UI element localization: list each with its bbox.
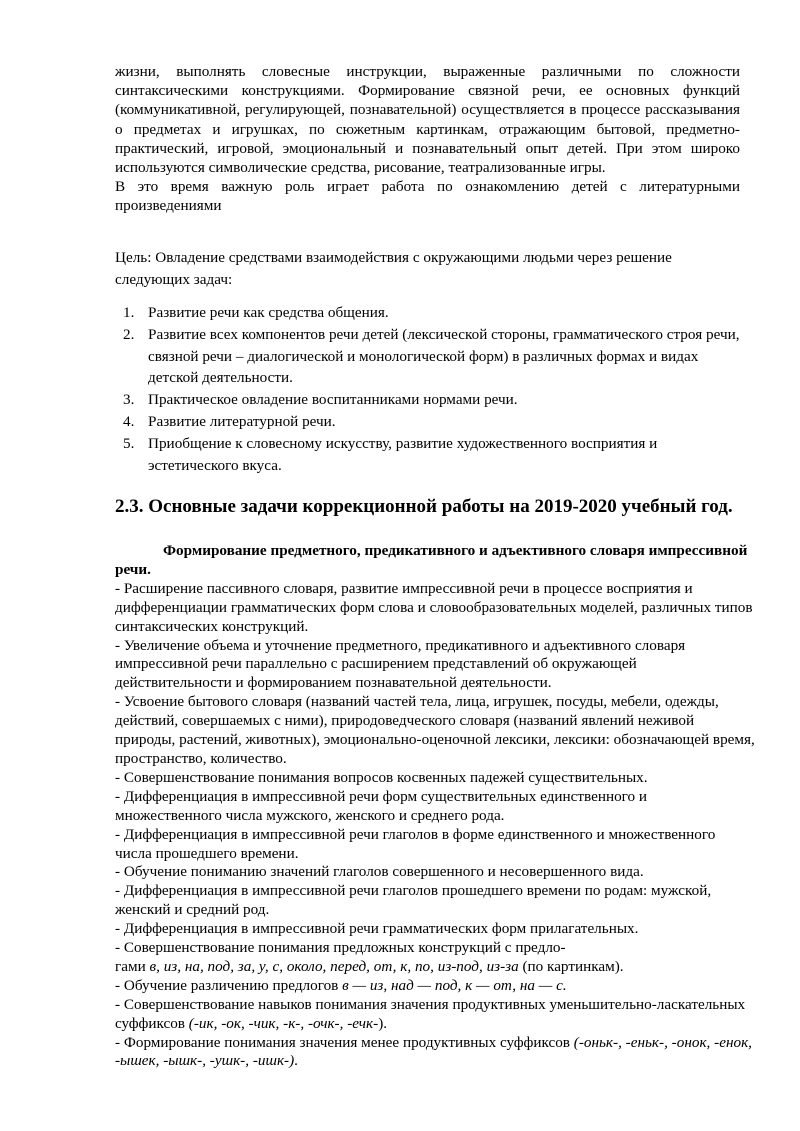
- list-item: - Расширение пассивного словаря, развитие импрессивной речи в процессе восприятия и дифференциации грамматических форм слова и словообразовательных моделей, различных типов синтаксических конструкций.: [115, 579, 753, 635]
- prep-line-1: - Совершенствование понимания предложных конструкций с предло-: [115, 939, 566, 957]
- suffix2-examples: (-оньк-, -еньк-, -онок, -енок, -ышек, -ышк-, -ушк-, -ишк-): [115, 1033, 752, 1070]
- prep-line-2-end: (по картинкам).: [518, 957, 624, 975]
- list-item-text: Развитие всех компонентов речи детей (лексической стороны, грамматического строя речи, связной речи – диалогической и монологической форм) в различных формах и видах детской деятельности.: [148, 325, 740, 387]
- list-item: - Обучение пониманию значений глаголов совершенного и несовершенного вида.: [115, 863, 644, 881]
- suffix-end: ).: [378, 1014, 388, 1032]
- list-item: [115, 389, 745, 411]
- list-item: - Дифференциация в импрессивной речи форм существительных единственного и множественного числа мужского, женского и среднего рода.: [115, 787, 648, 824]
- list-item-suffixes: [115, 996, 755, 1034]
- list-number: 4.: [123, 412, 135, 430]
- list-item: - Увеличение объема и уточнение предметного, предикативного и адъективного словаря импрессивной речи параллельно с расширением представлений об окружающей действительности и формированием познавательной деятельности.: [115, 636, 686, 692]
- list-item: - Совершенствование понимания вопросов косвенных падежей существительных.: [115, 768, 648, 786]
- prep-examples: в, из, на, под, за, у, с, около, перед, от, к, по, из-под, из-за: [149, 957, 519, 975]
- section-heading: 2.3. Основные задачи коррекционной работы на 2019-2020 учебный год.: [115, 496, 733, 517]
- list-item-distinguish: [115, 977, 755, 996]
- intro-line-1: жизни, выполнять словесные инструкции, выраженные различными по сложности синтаксическими конструкциями. Формирование связной речи, ее основных функций (коммуникативной, регулирующей, познавательной) осуществляется в процессе рассказывания о предметах и игрушках, по сюжетным картинкам, отражающим бытовой, предметно-практический, игровой, эмоциональный и познавательный опыт детей. При этом широко используются символические средства, рисование, театрализованные игры.: [115, 63, 740, 177]
- list-number: 1.: [123, 304, 135, 321]
- goal-paragraph: [115, 247, 745, 290]
- section-body: [115, 542, 755, 1071]
- list-item: - Дифференциация в импрессивной речи глаголов в форме единственного и множественного числа прошедшего времени.: [115, 825, 716, 862]
- list-number: 5.: [123, 434, 135, 452]
- intro-paragraph: [115, 62, 740, 216]
- tasks-list: [115, 302, 745, 476]
- list-item: - Дифференциация в импрессивной речи глаголов прошедшего времени по родам: мужской, женский и средний род.: [115, 882, 712, 919]
- subheading: [115, 542, 755, 580]
- suffix-text: - Совершенствование навыков понимания значения продуктивных уменьшительно-ласкательных суффиксов: [115, 995, 746, 1032]
- list-item: [115, 324, 745, 389]
- subheading-text: Формирование предметного, предикативного и адъективного словаря импрессивной речи.: [115, 542, 748, 578]
- suffix-examples: (-ик, -ок, -чик, -к-, -очк-, -ечк-: [188, 1014, 379, 1032]
- list-item-text: Приобщение к словесному искусству, развитие художественного восприятия и эстетического вкуса.: [148, 434, 658, 474]
- list-item-prepositions: [115, 939, 755, 977]
- list-number: 3.: [123, 391, 135, 409]
- list-item-text: Развитие речи как средства общения.: [148, 304, 389, 321]
- list-item-text: Практическое овладение воспитанниками нормами речи.: [148, 391, 518, 409]
- distinguish-examples: в — из, над — под, к — от, на — с.: [342, 976, 567, 994]
- list-item: - Дифференциация в импрессивной речи грамматических форм прилагательных.: [115, 920, 639, 938]
- list-item: [115, 302, 745, 324]
- list-item: [115, 411, 745, 433]
- list-number: 2.: [123, 325, 135, 343]
- list-item: - Усвоение бытового словаря (названий частей тела, лица, игрушек, посуды, мебели, одежды, действий, совершаемых с ними), природоведческого словаря (названий явлений неживой природы, растений, животных), эмоционально-оценочной лексики, лексики: обозначающей время, пространство, количество.: [115, 693, 755, 767]
- list-item: [115, 433, 745, 477]
- distinguish-text: - Обучение различению предлогов: [115, 976, 343, 994]
- prep-line-2-start: гами: [115, 957, 150, 975]
- goal-text: Цель: Овладение средствами взаимодействия с окружающими людьми через решение следующих задач:: [115, 249, 672, 288]
- list-item-suffixes-2: [115, 1034, 755, 1072]
- intro-line-2: В это время важную роль играет работа по ознакомлению детей с литературными произведениями: [115, 178, 740, 215]
- suffix2-text: - Формирование понимания значения менее продуктивных суффиксов: [115, 1033, 574, 1051]
- list-item-text: Развитие литературной речи.: [148, 412, 336, 430]
- suffix2-end: .: [294, 1052, 298, 1070]
